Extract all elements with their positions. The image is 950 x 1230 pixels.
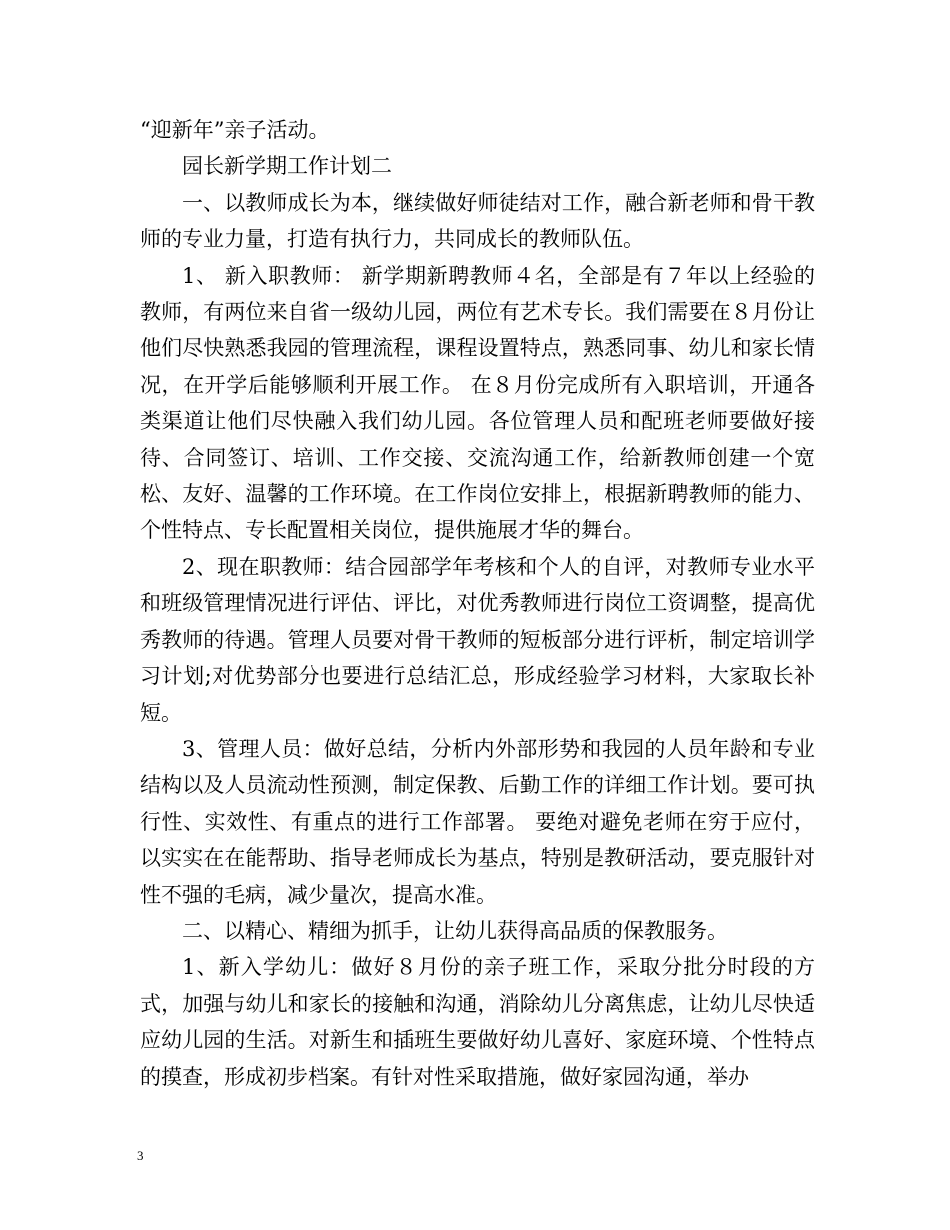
document-body	[140, 112, 815, 1095]
paragraph-8: 1、新入学幼儿：做好８月份的亲子班工作，采取分批分时段的方式，加强与幼儿和家长的接触和沟通，消除幼儿分离焦虑，让幼儿尽快适应幼儿园的生活。对新生和插班生要做好幼儿喜好、家庭环境、个性特点的摸查，形成初步档案。有针对性采取措施，做好家园沟通，举办	[140, 955, 815, 1089]
paragraph-4: 1、 新入职教师： 新学期新聘教师４名，全部是有７年以上经验的教师，有两位来自省一级幼儿园，两位有艺术专长。我们需要在８月份让他们尽快熟悉我园的管理流程，课程设置特点，熟悉同事、幼儿和家长情况，在开学后能够顺利开展工作。 在８月份完成所有入职培训，开通各类渠道让他们尽快融入我们幼儿园。各位管理人员和配班老师要做好接待、合同签订、培训、工作交接、交流沟通工作，给新教师创建一个宽松、友好、温馨的工作环境。在工作岗位安排上，根据新聘教师的能力、个性特点、专长配置相关岗位，提供施展才华的舞台。	[140, 263, 815, 543]
paragraph-6: 3、管理人员：做好总结，分析内外部形势和我园的人员年龄和专业结构以及人员流动性预测，制定保教、后勤工作的详细工作计划。要可执行性、实效性、有重点的进行工作部署。 要绝对避免老师在穷于应付，以实实在在能帮助、指导老师成长为基点，特别是教研活动，要克服针对性不强的毛病，减少量次，提高水准。	[140, 736, 815, 907]
paragraph-2-heading: 园长新学期工作计划二	[182, 154, 392, 179]
paragraph-5: 2、现在职教师：结合园部学年考核和个人的自评，对教师专业水平和班级管理情况进行评估、评比，对优秀教师进行岗位工资调整，提高优秀教师的待遇。管理人员要对骨干教师的短板部分进行评析，制定培训学习计划;对优势部分也要进行总结汇总，形成经验学习材料，大家取长补短。	[140, 554, 815, 725]
paragraph-1: “迎新年”亲子活动。	[140, 118, 330, 142]
paragraph-3: 一、以教师成长为本，继续做好师徒结对工作，融合新老师和骨干教师的专业力量，打造有执行力，共同成长的教师队伍。	[140, 190, 815, 252]
paragraph-7: 二、以精心、精细为抓手，让幼儿获得高品质的保教服务。	[182, 918, 728, 943]
page-number: 3	[137, 1148, 144, 1163]
